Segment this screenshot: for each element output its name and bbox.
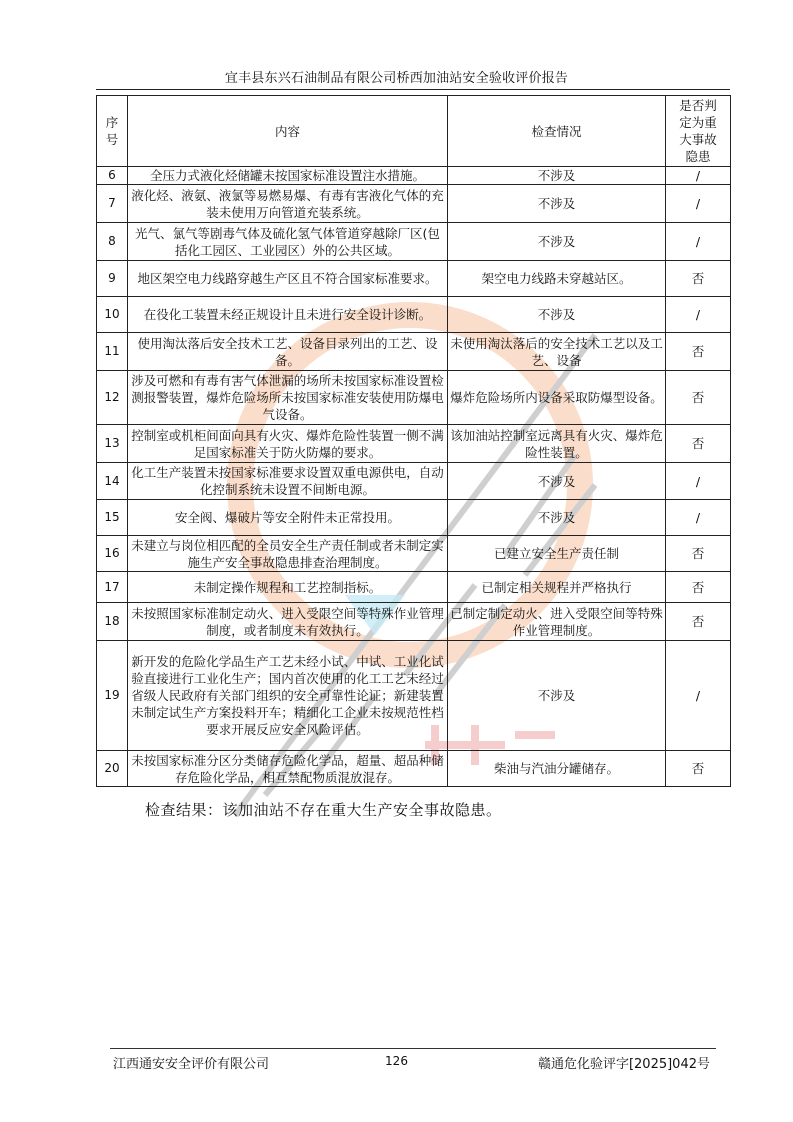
row-status: 不涉及	[448, 463, 666, 500]
row-no: 18	[97, 603, 128, 641]
table-row	[97, 425, 731, 463]
table-header-row	[97, 96, 731, 167]
row-status: 不涉及	[448, 500, 666, 536]
table-row	[97, 463, 731, 500]
row-status: 柴油与汽油分罐储存。	[448, 751, 666, 787]
header-content: 内容	[128, 96, 448, 167]
row-major: /	[666, 297, 731, 333]
header-no-line-1: 序	[105, 115, 119, 130]
row-no: 16	[97, 536, 128, 572]
row-no: 19	[97, 641, 128, 751]
row-major: 否	[666, 425, 731, 463]
table-row	[97, 167, 731, 185]
row-content: 使用淘汰落后安全技术工艺、设备目录列出的工艺、设备。	[128, 333, 448, 371]
row-status: 架空电力线路未穿越站区。	[448, 261, 666, 297]
table-row	[97, 297, 731, 333]
table-row	[97, 371, 731, 425]
header-divider	[96, 89, 730, 90]
row-no: 14	[97, 463, 128, 500]
row-status: 不涉及	[448, 167, 666, 185]
row-status: 已制定制定动火、进入受限空间等特殊作业管理制度。	[448, 603, 666, 641]
header-major	[666, 96, 731, 167]
table-row	[97, 536, 731, 572]
row-content: 未按国家标准分区分类储存危险化学品，超量、超品种储存危险化学品，相互禁配物质混放混存。	[128, 751, 448, 787]
row-major: 否	[666, 333, 731, 371]
row-no: 10	[97, 297, 128, 333]
row-no: 9	[97, 261, 128, 297]
row-major: /	[666, 223, 731, 261]
row-content: 控制室或机柜间面向具有火灾、爆炸危险性装置一侧不满足国家标准关于防火防爆的要求。	[128, 425, 448, 463]
table-row	[97, 333, 731, 371]
row-no: 13	[97, 425, 128, 463]
row-content: 在役化工装置未经正规设计且未进行安全设计诊断。	[128, 297, 448, 333]
table-row	[97, 500, 731, 536]
table-row	[97, 261, 731, 297]
row-content: 地区架空电力线路穿越生产区且不符合国家标准要求。	[128, 261, 448, 297]
row-status: 不涉及	[448, 185, 666, 223]
row-no: 7	[97, 185, 128, 223]
table-row	[97, 223, 731, 261]
row-major: 否	[666, 371, 731, 425]
row-status: 未使用淘汰落后的安全技术工艺以及工艺、设备	[448, 333, 666, 371]
row-status: 不涉及	[448, 223, 666, 261]
row-content: 未按照国家标准制定动火、进入受限空间等特殊作业管理制度，或者制度未有效执行。	[128, 603, 448, 641]
row-major: /	[666, 167, 731, 185]
page-number: 126	[385, 1054, 408, 1068]
row-no: 15	[97, 500, 128, 536]
row-status: 爆炸危险场所内设备采取防爆型设备。	[448, 371, 666, 425]
row-content: 化工生产装置未按国家标准要求设置双重电源供电，自动化控制系统未设置不间断电源。	[128, 463, 448, 500]
table-row	[97, 751, 731, 787]
table-row	[97, 603, 731, 641]
row-major: 否	[666, 536, 731, 572]
row-major: 否	[666, 572, 731, 603]
header-no	[97, 96, 128, 167]
row-content: 全压力式液化烃储罐未按国家标准设置注水措施。	[128, 167, 448, 185]
row-status: 不涉及	[448, 641, 666, 751]
row-no: 6	[97, 167, 128, 185]
row-status: 已建立安全生产责任制	[448, 536, 666, 572]
row-content: 未制定操作规程和工艺控制指标。	[128, 572, 448, 603]
row-major: /	[666, 185, 731, 223]
row-status: 已制定相关规程并严格执行	[448, 572, 666, 603]
row-content: 未建立与岗位相匹配的全员安全生产责任制或者未制定实施生产安全事故隐患排查治理制度。	[128, 536, 448, 572]
row-no: 17	[97, 572, 128, 603]
row-no: 20	[97, 751, 128, 787]
header-major-line-4: 隐患	[685, 149, 711, 164]
header-status: 检查情况	[448, 96, 666, 167]
header-major-line-3: 大事故	[679, 132, 717, 147]
row-content: 新开发的危险化学品生产工艺未经小试、中试、工业化试验直接进行工业化生产；国内首次使用的化工工艺未经过省级人民政府有关部门组织的安全可靠性论证；新建装置未制定试生产方案投料开车；精细化工企业未按规范性档要求开展反应安全风险评估。	[128, 641, 448, 751]
row-major: 否	[666, 261, 731, 297]
row-no: 8	[97, 223, 128, 261]
row-content: 液化烃、液氨、液氯等易燃易爆、有毒有害液化气体的充装未使用万向管道充装系统。	[128, 185, 448, 223]
inspection-table	[96, 95, 731, 787]
header-no-line-2: 号	[105, 132, 119, 147]
table-row	[97, 572, 731, 603]
row-major: /	[666, 463, 731, 500]
table-row	[97, 641, 731, 751]
table-row	[97, 185, 731, 223]
row-content: 安全阀、爆破片等安全附件未正常投用。	[128, 500, 448, 536]
row-major: /	[666, 641, 731, 751]
row-status: 该加油站控制室远离具有火灾、爆炸危险性装置。	[448, 425, 666, 463]
header-major-line-1: 是否判	[679, 98, 717, 113]
row-no: 12	[97, 371, 128, 425]
row-status: 不涉及	[448, 297, 666, 333]
footer-doc-number: 赣通危化验评字[2025]042号	[537, 1057, 710, 1072]
row-content: 光气、氯气等剧毒气体及硫化氢气体管道穿越除厂区(包括化工园区、工业园区）外的公共区域。	[128, 223, 448, 261]
footer-divider	[110, 1048, 716, 1049]
header-major-line-2: 定为重	[679, 115, 717, 130]
footer-company: 江西通安安全评价有限公司	[113, 1057, 270, 1072]
inspection-result: 检查结果：该加油站不存在重大生产安全事故隐患。	[145, 801, 502, 819]
row-content: 涉及可燃和有毒有害气体泄漏的场所未按国家标准设置检测报警装置，爆炸危险场所未按国家标准安装使用防爆电气设备。	[128, 371, 448, 425]
row-major: 否	[666, 751, 731, 787]
report-header-title: 宜丰县东兴石油制品有限公司桥西加油站安全验收评价报告	[224, 71, 569, 86]
row-no: 11	[97, 333, 128, 371]
row-major: /	[666, 500, 731, 536]
row-major: 否	[666, 603, 731, 641]
